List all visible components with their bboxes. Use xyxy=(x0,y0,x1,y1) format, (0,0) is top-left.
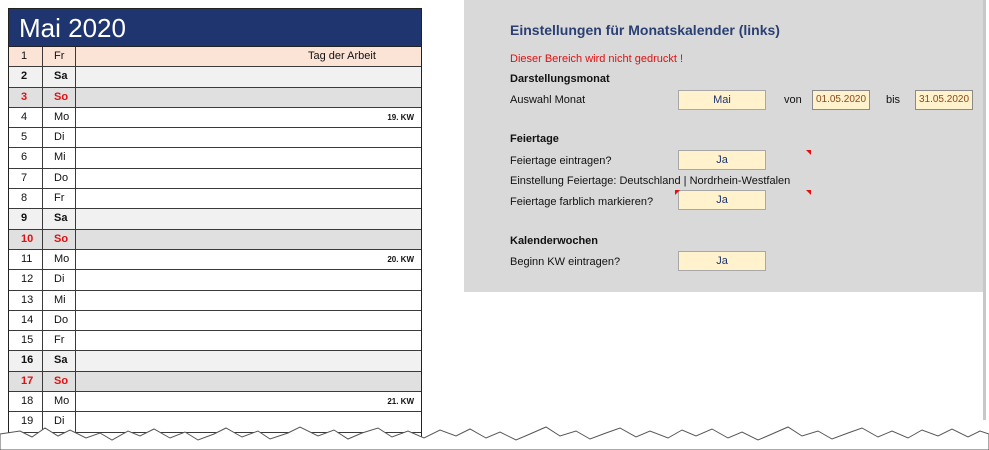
day-number: 9 xyxy=(9,209,43,228)
weekday: Di xyxy=(43,412,76,431)
day-number: 19 xyxy=(9,412,43,431)
day-number: 10 xyxy=(9,230,43,249)
event-cell[interactable] xyxy=(76,230,421,249)
day-number: 1 xyxy=(9,47,43,66)
weekday: Do xyxy=(43,311,76,330)
event-cell[interactable] xyxy=(76,291,421,310)
month-calendar xyxy=(8,8,422,440)
day-number: 15 xyxy=(9,331,43,350)
holiday-region-label: Einstellung Feiertage: Deutschland | Nordrhein-Westfalen xyxy=(510,175,791,187)
calendar-row xyxy=(9,189,421,209)
event-cell[interactable] xyxy=(76,108,421,127)
comment-marker-icon xyxy=(806,190,811,195)
settings-panel xyxy=(464,0,984,292)
event-cell[interactable] xyxy=(76,67,421,86)
calendar-week-marker: 20. KW xyxy=(387,254,414,264)
calendar-row xyxy=(9,108,421,128)
event-cell[interactable] xyxy=(76,331,421,350)
no-print-note: Dieser Bereich wird nicht gedruckt ! xyxy=(510,53,684,65)
day-number: 18 xyxy=(9,392,43,411)
section-kalenderwochen: Kalenderwochen xyxy=(510,235,599,247)
weekday: Mo xyxy=(43,392,76,411)
event-cell[interactable] xyxy=(76,148,421,167)
end-date-field: 31.05.2020 xyxy=(915,90,973,110)
month-select-input[interactable]: Mai xyxy=(678,90,766,110)
weekday: Di xyxy=(43,128,76,147)
event-cell[interactable] xyxy=(76,88,421,107)
calendar-row xyxy=(9,230,421,250)
weekday: Fr xyxy=(43,331,76,350)
event-cell[interactable] xyxy=(76,128,421,147)
calendar-row xyxy=(9,250,421,270)
day-number: 12 xyxy=(9,270,43,289)
calendar-week-label: Beginn KW eintragen? xyxy=(510,256,621,268)
day-number: 5 xyxy=(9,128,43,147)
calendar-title: Mai 2020 xyxy=(9,9,421,47)
event-cell[interactable] xyxy=(76,270,421,289)
event-text: Tag der Arbeit xyxy=(308,50,376,62)
event-cell[interactable] xyxy=(76,311,421,330)
von-label: von xyxy=(784,94,802,106)
calendar-row xyxy=(9,88,421,108)
calendar-row xyxy=(9,331,421,351)
day-number: 17 xyxy=(9,372,43,391)
month-select-label: Auswahl Monat xyxy=(510,94,586,106)
weekday: Mo xyxy=(43,108,76,127)
start-date-field: 01.05.2020 xyxy=(812,90,870,110)
event-cell[interactable] xyxy=(76,372,421,391)
event-cell[interactable] xyxy=(76,189,421,208)
event-cell[interactable] xyxy=(76,412,421,431)
day-number: 6 xyxy=(9,148,43,167)
comment-marker-icon xyxy=(806,150,811,155)
event-cell[interactable] xyxy=(76,209,421,228)
calendar-row xyxy=(9,412,421,432)
event-cell[interactable] xyxy=(76,169,421,188)
weekday: So xyxy=(43,88,76,107)
calendar-row xyxy=(9,270,421,290)
event-cell[interactable] xyxy=(76,351,421,370)
weekday: Sa xyxy=(43,351,76,370)
calendar-row xyxy=(9,148,421,168)
day-number: 14 xyxy=(9,311,43,330)
day-number: 7 xyxy=(9,169,43,188)
calendar-rows xyxy=(9,47,421,433)
holidays-color-input[interactable]: Ja xyxy=(678,190,766,210)
calendar-week-input[interactable]: Ja xyxy=(678,251,766,271)
day-number: 16 xyxy=(9,351,43,370)
holidays-enter-label: Feiertage eintragen? xyxy=(510,155,612,167)
calendar-row xyxy=(9,169,421,189)
section-feiertage: Feiertage xyxy=(510,133,559,145)
weekday: Mi xyxy=(43,148,76,167)
calendar-week-marker: 19. KW xyxy=(387,112,414,122)
calendar-row xyxy=(9,67,421,87)
calendar-row xyxy=(9,47,421,67)
calendar-row xyxy=(9,311,421,331)
day-number: 4 xyxy=(9,108,43,127)
day-number: 11 xyxy=(9,250,43,269)
comment-marker-icon xyxy=(675,190,680,195)
weekday: Fr xyxy=(43,189,76,208)
weekday: Do xyxy=(43,169,76,188)
holidays-color-label: Feiertage farblich markieren? xyxy=(510,196,654,208)
calendar-row xyxy=(9,209,421,229)
page-shadow xyxy=(983,0,986,420)
settings-title: Einstellungen für Monatskalender (links) xyxy=(510,22,780,38)
section-darstellungsmonat: Darstellungsmonat xyxy=(510,73,610,85)
weekday: Mo xyxy=(43,250,76,269)
calendar-row xyxy=(9,351,421,371)
calendar-row xyxy=(9,392,421,412)
weekday: So xyxy=(43,372,76,391)
weekday: Fr xyxy=(43,47,76,66)
event-cell[interactable] xyxy=(76,47,421,66)
day-number: 13 xyxy=(9,291,43,310)
bis-label: bis xyxy=(886,94,901,106)
weekday: Sa xyxy=(43,67,76,86)
calendar-row xyxy=(9,128,421,148)
day-number: 8 xyxy=(9,189,43,208)
holidays-enter-input[interactable]: Ja xyxy=(678,150,766,170)
weekday: Mi xyxy=(43,291,76,310)
day-number: 3 xyxy=(9,88,43,107)
weekday: So xyxy=(43,230,76,249)
calendar-row xyxy=(9,291,421,311)
event-cell[interactable] xyxy=(76,250,421,269)
calendar-week-marker: 21. KW xyxy=(387,397,414,407)
weekday: Di xyxy=(43,270,76,289)
weekday: Sa xyxy=(43,209,76,228)
calendar-row xyxy=(9,372,421,392)
day-number: 2 xyxy=(9,67,43,86)
event-cell[interactable] xyxy=(76,392,421,411)
